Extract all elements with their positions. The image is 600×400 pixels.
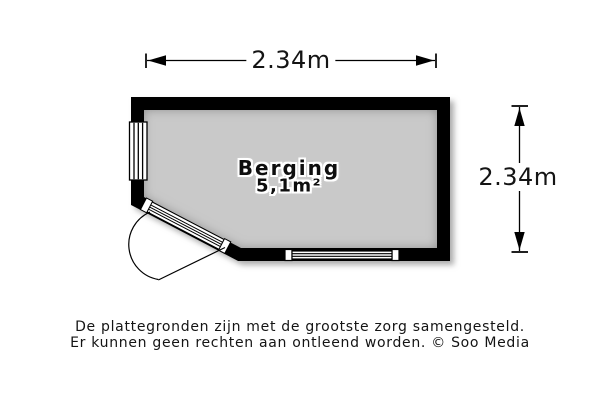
disclaimer-line2: Er kunnen geen rechten aan ontleend worden. © Soo Media [70, 334, 530, 351]
dimension-arrow-left [148, 55, 166, 65]
window-left [130, 122, 148, 180]
window-bottom-frame [292, 251, 392, 259]
door-swing-arc [129, 212, 159, 280]
dimension-top-label: 2.34m [246, 46, 335, 74]
window-bottom-jamb [392, 250, 399, 261]
dimension-right-label: 2.34m [473, 163, 562, 191]
dimension-arrow-down [514, 232, 524, 250]
disclaimer [0, 320, 600, 351]
dimension-arrow-up [514, 108, 524, 126]
room-name-label: Berging [237, 156, 341, 180]
disclaimer-line1: De plattegronden zijn met de grootste zorg samengesteld. [75, 319, 525, 335]
door-leaf [158, 248, 225, 281]
window-bottom-jamb [285, 250, 292, 261]
window-bottom [285, 250, 399, 261]
room-area-label: 5,1m² [255, 175, 323, 197]
dimension-arrow-right [416, 55, 434, 65]
